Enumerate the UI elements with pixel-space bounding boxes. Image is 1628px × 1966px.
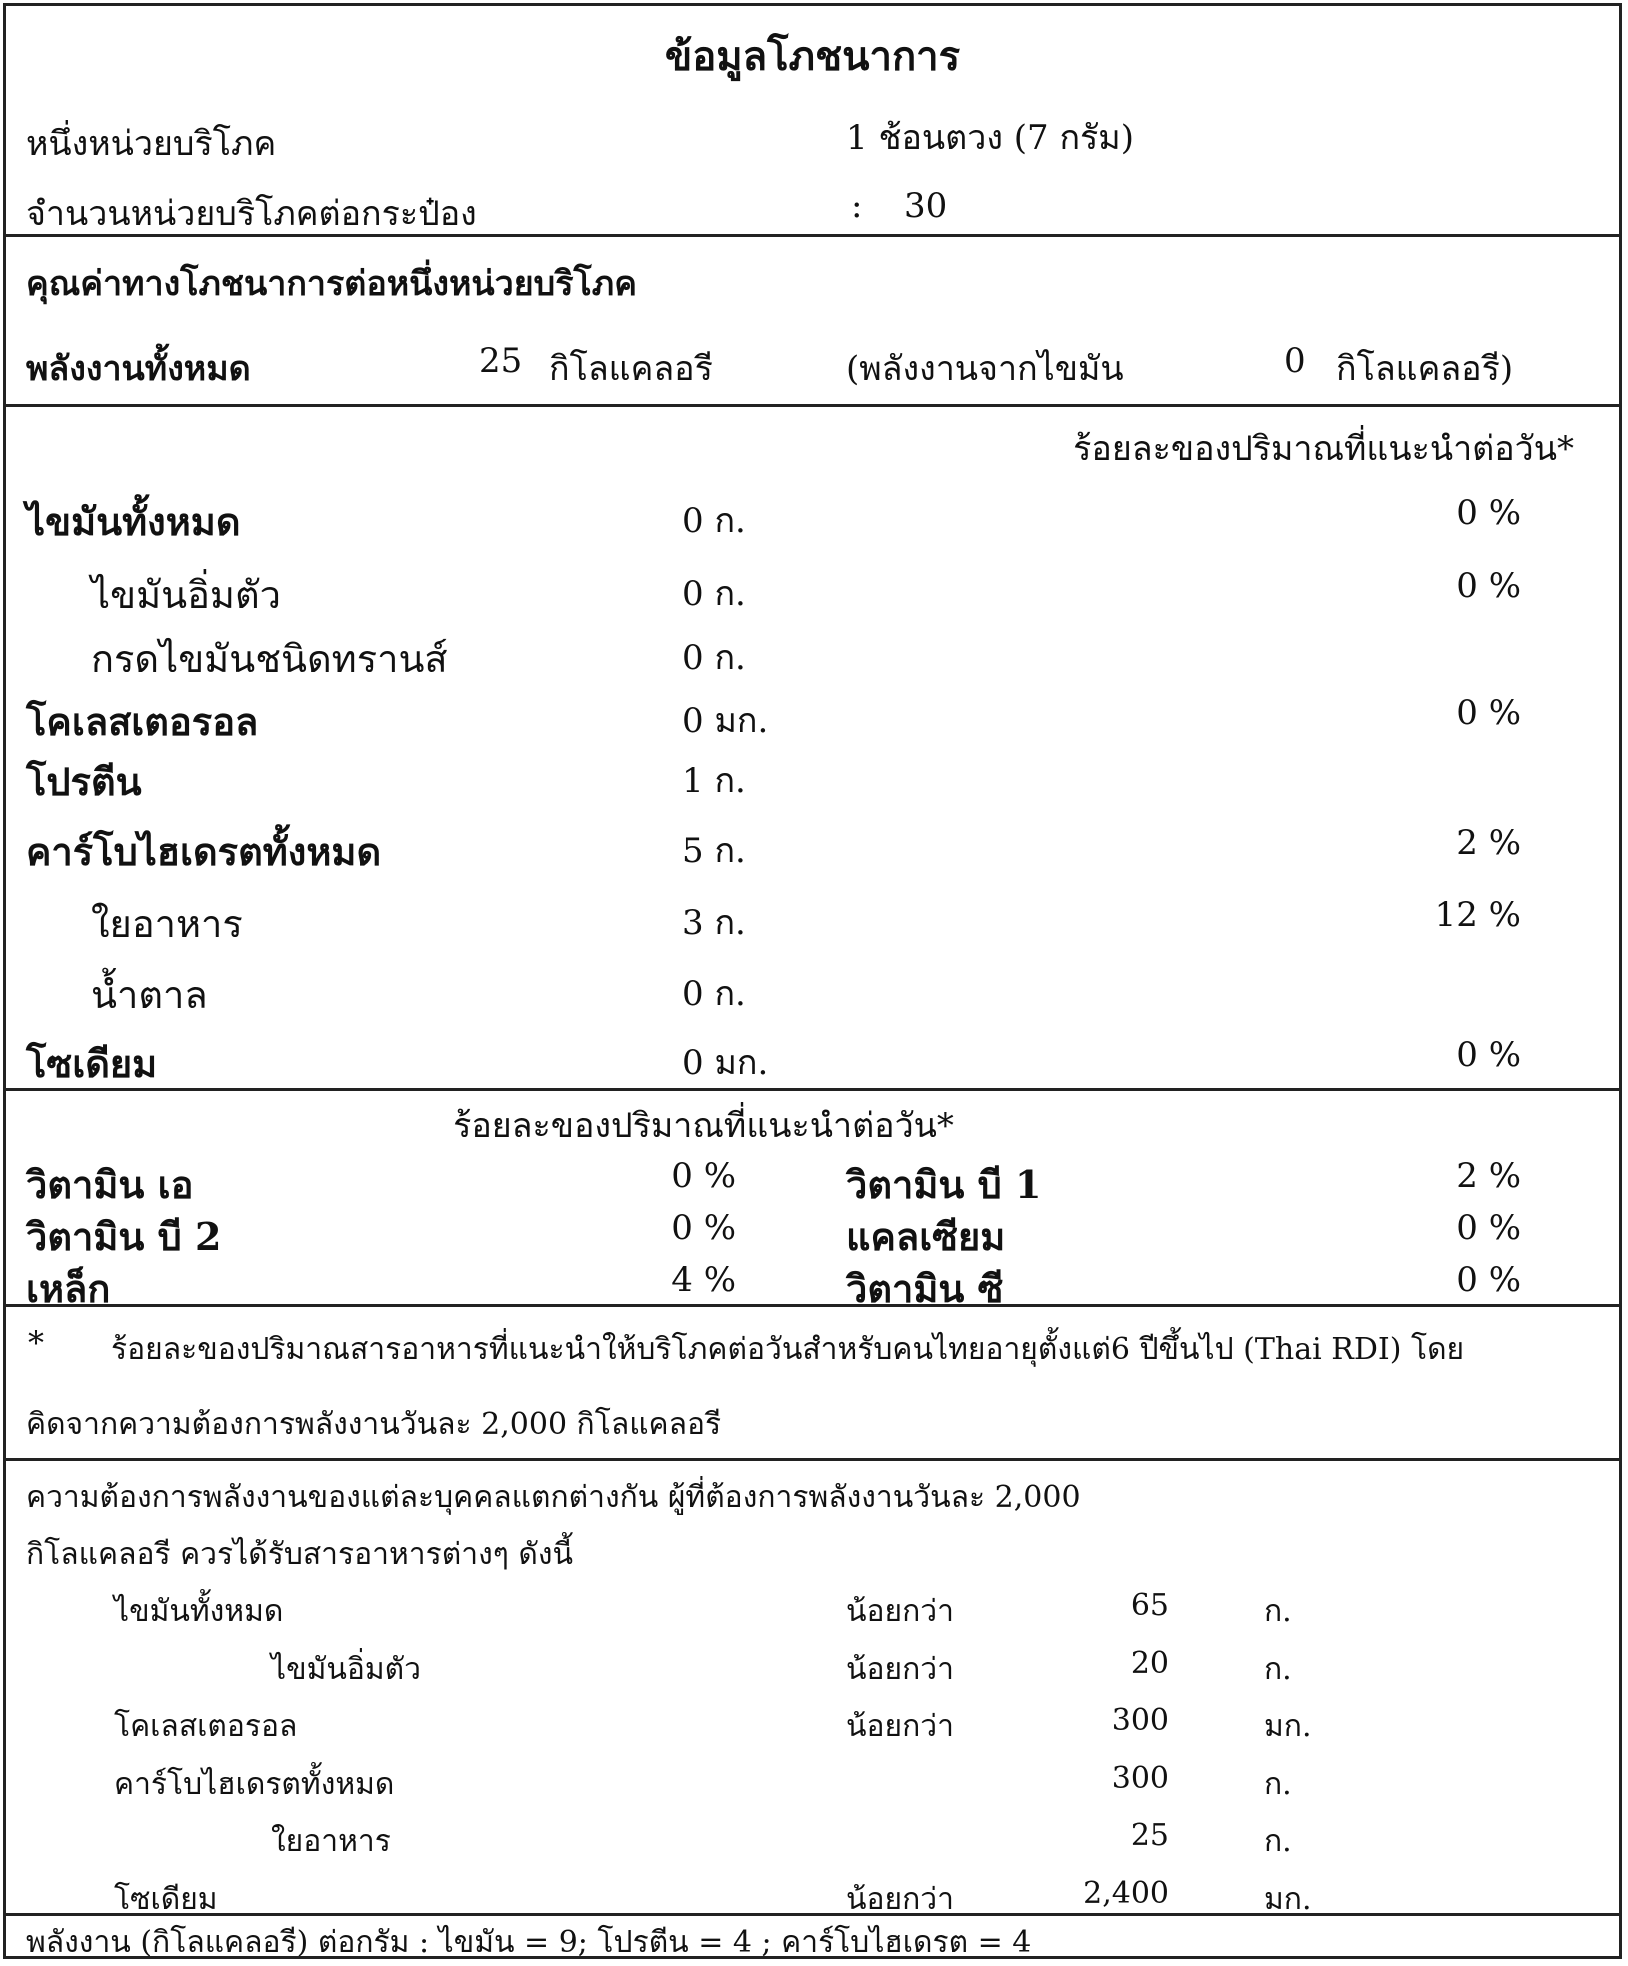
divider-5 bbox=[6, 1458, 1619, 1461]
nutrient-name: ไขมันอิ่มตัว bbox=[91, 573, 281, 617]
vitamin-right-value: 0 % bbox=[1456, 1260, 1521, 1300]
guidance-qualifier: น้อยกว่า bbox=[846, 1709, 954, 1744]
divider-1 bbox=[6, 234, 1619, 237]
guidance-unit: ก. bbox=[1264, 1652, 1292, 1687]
divider-2 bbox=[6, 404, 1619, 407]
nutrient-daily-value: 0 % bbox=[1456, 1035, 1521, 1075]
footnote-line-2: คิดจากความต้องการพลังงานวันละ 2,000 กิโลแคลอรี bbox=[26, 1407, 722, 1442]
guidance-qualifier: น้อยกว่า bbox=[846, 1652, 954, 1687]
nutrient-name: โคเลสเตอรอล bbox=[26, 699, 259, 744]
nutrient-name: คาร์โบไฮเดรตทั้งหมด bbox=[26, 829, 382, 874]
guidance-value: 300 bbox=[1111, 1703, 1169, 1738]
energy-from-fat-label: (พลังงานจากไขมัน bbox=[846, 349, 1124, 389]
guidance-nutrient-name: โคเลสเตอรอล bbox=[114, 1709, 298, 1744]
nutrient-amount: 3 ก. bbox=[682, 903, 746, 943]
nutrient-daily-value: 0 % bbox=[1456, 693, 1521, 733]
energy-from-fat-value: 0 bbox=[1284, 341, 1306, 381]
guidance-nutrient-name: ไขมันอิ่มตัว bbox=[271, 1652, 421, 1687]
guidance-value: 25 bbox=[1130, 1818, 1169, 1853]
nutrition-facts-label bbox=[3, 3, 1622, 1959]
nutrient-name: โซเดียม bbox=[26, 1041, 158, 1086]
guidance-qualifier: น้อยกว่า bbox=[846, 1594, 954, 1629]
guidance-unit: ก. bbox=[1264, 1767, 1292, 1802]
guidance-value: 65 bbox=[1130, 1588, 1169, 1623]
nutrient-amount: 0 ก. bbox=[682, 501, 746, 541]
nutrient-name: กรดไขมันชนิดทรานส์ bbox=[91, 637, 448, 681]
label-title: ข้อมูลโภชนาการ bbox=[664, 33, 961, 80]
servings-colon: : bbox=[851, 186, 863, 226]
nutrient-amount: 0 ก. bbox=[682, 974, 746, 1014]
guidance-value: 300 bbox=[1111, 1761, 1169, 1796]
daily-value-heading: ร้อยละของปริมาณที่แนะนำต่อวัน* bbox=[1073, 429, 1574, 469]
guidance-nutrient-name: คาร์โบไฮเดรตทั้งหมด bbox=[114, 1767, 395, 1802]
nutrient-name: โปรตีน bbox=[26, 759, 142, 804]
energy-label: พลังงานทั้งหมด bbox=[26, 349, 251, 389]
guidance-nutrient-name: ใยอาหาร bbox=[271, 1824, 391, 1859]
nutrient-amount: 0 มก. bbox=[682, 1043, 769, 1083]
nutrient-daily-value: 12 % bbox=[1434, 895, 1521, 935]
nutrient-name: ใยอาหาร bbox=[91, 902, 243, 946]
nutrient-amount: 0 มก. bbox=[682, 701, 769, 741]
nutrient-name: ไขมันทั้งหมด bbox=[26, 499, 241, 544]
divider-6 bbox=[6, 1913, 1619, 1916]
energy-per-gram: พลังงาน (กิโลแคลอรี) ต่อกรัม : ไขมัน = 9; โปรตีน = 4 ; คาร์โบไฮเดรต = 4 bbox=[26, 1925, 1032, 1960]
nutrient-daily-value: 0 % bbox=[1456, 566, 1521, 606]
guidance-intro-1: ความต้องการพลังงานของแต่ละบุคคลแตกต่างกัน ผู้ที่ต้องการพลังงานวันละ 2,000 bbox=[26, 1480, 1081, 1515]
nutrient-amount: 0 ก. bbox=[682, 638, 746, 678]
footnote-marker: * bbox=[28, 1324, 44, 1362]
divider-3 bbox=[6, 1088, 1619, 1091]
nutrient-amount: 0 ก. bbox=[682, 574, 746, 614]
footnote-line-1: ร้อยละของปริมาณสารอาหารที่แนะนำให้บริโภคต่อวันสำหรับคนไทยอายุตั้งแต่6 ปีขึ้นไป (Thai RDI) โดย bbox=[111, 1332, 1465, 1367]
nutrient-daily-value: 2 % bbox=[1456, 823, 1521, 863]
vitamin-left-name: เหล็ก bbox=[26, 1266, 111, 1311]
vitamin-left-name: วิตามิน เอ bbox=[26, 1162, 194, 1207]
guidance-unit: มก. bbox=[1264, 1882, 1312, 1917]
guidance-qualifier: น้อยกว่า bbox=[846, 1882, 954, 1917]
nutrient-name: น้ำตาล bbox=[91, 973, 208, 1017]
energy-value: 25 bbox=[479, 341, 523, 381]
guidance-nutrient-name: โซเดียม bbox=[114, 1882, 218, 1917]
energy-unit: กิโลแคลอรี bbox=[549, 349, 713, 389]
servings-per-container-label: จำนวนหน่วยบริโภคต่อกระป๋อง bbox=[26, 194, 477, 234]
per-serving-heading: คุณค่าทางโภชนาการต่อหนึ่งหน่วยบริโภค bbox=[26, 264, 637, 304]
servings-per-container-value: 30 bbox=[904, 186, 948, 226]
vitamin-right-name: วิตามิน ซี bbox=[846, 1266, 1004, 1311]
divider-4 bbox=[6, 1304, 1619, 1307]
vitamin-right-name: วิตามิน บี 1 bbox=[846, 1162, 1042, 1207]
vitamin-left-name: วิตามิน บี 2 bbox=[26, 1214, 222, 1259]
serving-size-label: หนึ่งหน่วยบริโภค bbox=[26, 124, 277, 164]
vitamin-left-value: 0 % bbox=[671, 1156, 736, 1196]
guidance-unit: มก. bbox=[1264, 1709, 1312, 1744]
guidance-intro-2: กิโลแคลอรี ควรได้รับสารอาหารต่างๆ ดังนี้ bbox=[26, 1537, 574, 1572]
nutrient-amount: 1 ก. bbox=[682, 761, 746, 801]
vitamin-right-value: 0 % bbox=[1456, 1208, 1521, 1248]
serving-size-value: 1 ช้อนตวง (7 กรัม) bbox=[846, 118, 1134, 158]
nutrient-amount: 5 ก. bbox=[682, 831, 746, 871]
energy-from-fat-unit: กิโลแคลอรี) bbox=[1336, 349, 1514, 389]
guidance-nutrient-name: ไขมันทั้งหมด bbox=[114, 1594, 284, 1629]
nutrient-daily-value: 0 % bbox=[1456, 493, 1521, 533]
guidance-value: 2,400 bbox=[1083, 1876, 1169, 1911]
guidance-unit: ก. bbox=[1264, 1824, 1292, 1859]
guidance-value: 20 bbox=[1130, 1646, 1169, 1681]
vitamin-left-value: 4 % bbox=[671, 1260, 736, 1300]
vitamin-heading: ร้อยละของปริมาณที่แนะนำต่อวัน* bbox=[453, 1106, 954, 1146]
vitamin-left-value: 0 % bbox=[671, 1208, 736, 1248]
guidance-unit: ก. bbox=[1264, 1594, 1292, 1629]
vitamin-right-value: 2 % bbox=[1456, 1156, 1521, 1196]
vitamin-right-name: แคลเซียม bbox=[846, 1214, 1006, 1259]
